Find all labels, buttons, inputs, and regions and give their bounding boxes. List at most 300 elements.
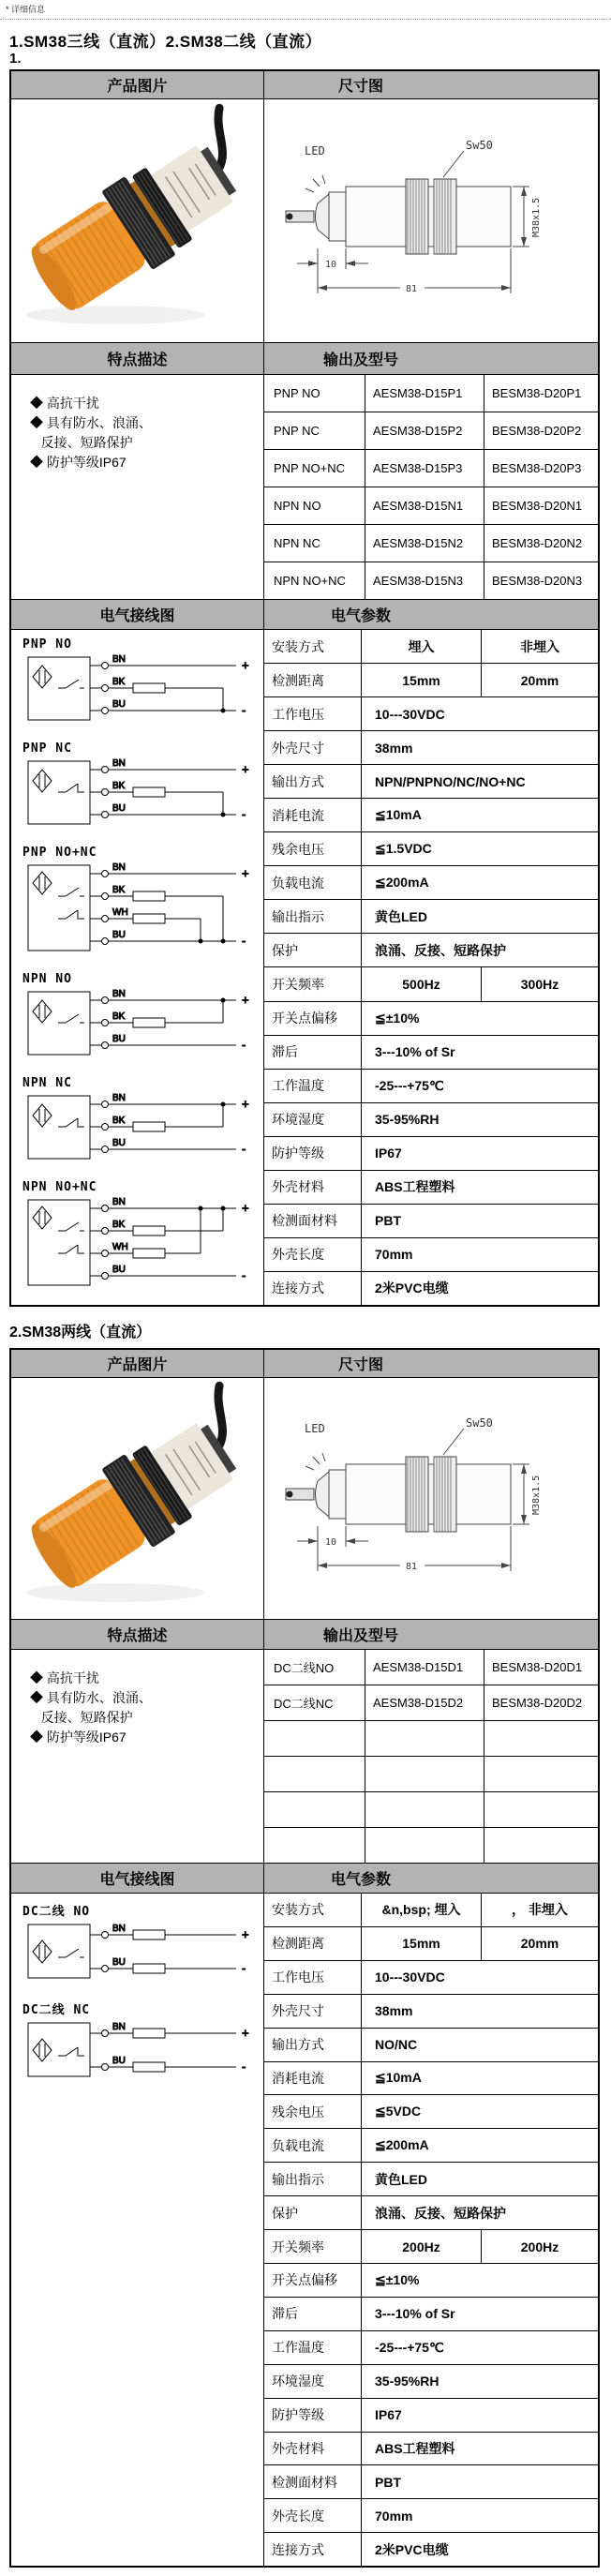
svg-text:BN: BN: [112, 989, 126, 999]
features-output-row: [11, 1650, 598, 1864]
dimension-cell: [264, 99, 598, 342]
param-value-flush: 15mm: [362, 1927, 482, 1960]
model-b-cell: [484, 1792, 598, 1827]
svg-text:BU: BU: [112, 1034, 126, 1044]
output-type-cell: DC二线NC: [264, 1685, 365, 1720]
svg-text:BK: BK: [112, 1220, 126, 1230]
param-row: [264, 731, 598, 765]
model-a-cell: AESM38-D15D2: [365, 1685, 484, 1720]
page-title: 1.SM38三线（直流）2.SM38二线（直流）: [9, 33, 322, 51]
param-value: ≦1.5VDC: [375, 841, 432, 857]
param-value: ≦10mA: [375, 2070, 422, 2086]
param-label: 安装方式: [264, 1894, 362, 1926]
svg-text:+: +: [242, 993, 249, 1007]
svg-text:BN: BN: [112, 654, 126, 665]
output-type-cell: NPN NC: [264, 525, 365, 562]
param-value: ≦10mA: [375, 807, 422, 823]
model-a-cell: AESM38-D15D1: [365, 1650, 484, 1685]
param-row: [264, 664, 598, 697]
param-value: 黄色LED: [375, 908, 427, 924]
svg-text:+: +: [242, 658, 249, 672]
wiring-diagram-title: DC二线 NC: [22, 2003, 91, 2017]
output-type-cell: [264, 1792, 365, 1827]
feature-line: ◆ 具有防水、浪涌、: [30, 1690, 152, 1705]
wiring-diagram-title: NPN NC: [22, 1076, 72, 1090]
svg-text:+: +: [242, 2026, 249, 2040]
list-marker-1: 1.: [9, 51, 22, 67]
svg-text:-: -: [242, 1961, 246, 1975]
model-b-cell: [484, 1721, 598, 1756]
wiring-diagram-title: PNP NO: [22, 637, 72, 651]
feature-line: 反接、短路保护: [30, 1710, 133, 1725]
svg-text:LED: LED: [305, 1421, 325, 1435]
wiring-diagram: [22, 1999, 263, 2090]
model-a-cell: AESM38-D15N2: [365, 525, 484, 562]
param-label: 开关频率: [264, 2230, 362, 2263]
param-label: 输出指示: [264, 900, 362, 933]
table-header-row: [11, 1350, 598, 1378]
param-row: [264, 2331, 598, 2365]
wiring-diagram-drawing: [22, 861, 263, 965]
param-label: 外壳材料: [264, 2433, 362, 2465]
param-value: 浪涌、反接、短路保护: [375, 2205, 506, 2221]
param-label: 开关频率: [264, 967, 362, 1000]
detail-info-note: * 详细信息: [6, 5, 46, 14]
param-row: [264, 765, 598, 799]
model-b-cell: [484, 1828, 598, 1863]
param-row: [264, 1002, 598, 1036]
param-label: 检测距离: [264, 1927, 362, 1960]
output-type-cell: NPN NO: [264, 487, 365, 524]
svg-text:LED: LED: [305, 143, 325, 157]
model-a-cell: [365, 1721, 484, 1756]
dotted-divider: [0, 19, 611, 20]
media-row: [11, 1378, 598, 1620]
param-value: 黄色LED: [375, 2171, 427, 2187]
header-output-models: 输出及型号: [322, 1628, 398, 1644]
feature-line: ◆ 防护等级IP67: [30, 455, 127, 470]
header-features: 特点描述: [11, 1620, 264, 1649]
table-header-row: [11, 1864, 598, 1894]
wiring-diagrams: [11, 630, 264, 1305]
output-type-cell: [264, 1757, 365, 1791]
param-label: 残余电压: [264, 832, 362, 865]
param-value: ABS工程塑料: [375, 2440, 455, 2456]
param-value-nonflush: ， 非埋入: [512, 1902, 568, 1918]
model-b-cell: BESM38-D20P1: [492, 386, 582, 400]
param-label: 环境湿度: [264, 2365, 362, 2398]
param-row: [264, 2230, 598, 2264]
output-type-cell: PNP NO: [264, 375, 365, 412]
wiring-diagram-svg: [22, 1091, 264, 1168]
header-dimension-drawing: 尺寸图: [337, 79, 383, 95]
svg-text:BU: BU: [112, 2056, 126, 2066]
wiring-diagram: [22, 637, 263, 734]
param-row: [264, 2499, 598, 2533]
param-label: 输出方式: [264, 765, 362, 798]
svg-text:BN: BN: [112, 1197, 126, 1207]
product-photo-cell: [11, 99, 264, 342]
model-a-cell: AESM38-D15N1: [365, 487, 484, 524]
param-row: [264, 2163, 598, 2196]
svg-text:BN: BN: [112, 2022, 126, 2032]
param-row: [264, 2264, 598, 2298]
svg-text:BN: BN: [112, 1093, 126, 1103]
table-header-row: [11, 1620, 598, 1650]
model-a-cell: AESM38-D15P3: [365, 450, 484, 487]
feature-line: ◆ 高抗干扰: [30, 396, 99, 411]
param-label: 消耗电流: [264, 799, 362, 831]
param-label: 工作电压: [264, 1961, 362, 1994]
wiring-diagram-title: DC二线 NO: [22, 1905, 91, 1919]
media-row: [11, 99, 598, 343]
param-label: 安装方式: [264, 630, 362, 663]
param-label: 检测距离: [264, 664, 362, 696]
wiring-diagram-svg: [22, 1920, 264, 1987]
param-value: 3---10% of Sr: [375, 1044, 455, 1060]
dimension-drawing: [282, 132, 580, 310]
param-label: 外壳长度: [264, 1238, 362, 1271]
param-row: [264, 832, 598, 866]
svg-text:BN: BN: [112, 758, 126, 769]
svg-text:10: 10: [325, 259, 337, 270]
param-row: [264, 2029, 598, 2062]
param-label: 工作电压: [264, 697, 362, 730]
wiring-diagram-svg: [22, 2018, 264, 2086]
wiring-diagram: [22, 972, 263, 1069]
param-row: [264, 799, 598, 832]
param-value-nonflush: 20mm: [520, 672, 559, 688]
param-value-flush: 埋入: [362, 630, 482, 663]
wiring-diagram-title: PNP NO+NC: [22, 846, 97, 860]
param-label: 连接方式: [264, 2533, 362, 2566]
output-type-cell: PNP NC: [264, 412, 365, 449]
param-row: [264, 2533, 598, 2566]
svg-text:BK: BK: [112, 677, 126, 687]
wiring-diagram-title: NPN NO: [22, 972, 72, 986]
svg-text:M38x1.5: M38x1.5: [531, 197, 542, 237]
param-value: -25---+75℃: [375, 1077, 444, 1093]
feature-line: 反接、短路保护: [30, 435, 133, 450]
electrical-params-table: [264, 1894, 598, 2566]
param-row: [264, 1070, 598, 1103]
header-product-photo: 产品图片: [11, 71, 264, 98]
header-features: 特点描述: [11, 343, 264, 374]
output-row: [264, 412, 598, 450]
param-value-nonflush: 300Hz: [520, 976, 559, 992]
dimension-drawing: [282, 1410, 580, 1588]
output-row: [264, 375, 598, 412]
svg-text:BK: BK: [112, 1116, 126, 1126]
param-value: ≦±10%: [375, 1010, 420, 1026]
svg-text:-: -: [242, 1142, 246, 1156]
output-row: [264, 1685, 598, 1721]
param-label: 环境湿度: [264, 1103, 362, 1136]
output-row: [264, 562, 598, 599]
output-type-cell: PNP NO+NC: [264, 450, 365, 487]
param-value: NPN/PNPNO/NC/NO+NC: [375, 773, 526, 789]
model-b-cell: BESM38-D20P2: [492, 424, 582, 438]
svg-text:BU: BU: [112, 930, 126, 940]
wiring-diagrams: [11, 1894, 264, 2566]
svg-text:BU: BU: [112, 1138, 126, 1148]
svg-text:BU: BU: [112, 1265, 126, 1275]
wiring-diagram-svg: [22, 987, 264, 1064]
param-label: 保护: [264, 2196, 362, 2229]
param-label: 外壳尺寸: [264, 731, 362, 764]
model-b-cell: BESM38-D20D2: [492, 1696, 583, 1710]
wiring-diagram-svg: [22, 861, 264, 960]
output-row: [264, 1650, 598, 1685]
svg-text:+: +: [242, 1927, 249, 1941]
svg-text:BK: BK: [112, 781, 126, 791]
svg-text:-: -: [242, 934, 246, 948]
param-value: 2米PVC电缆: [375, 2541, 449, 2557]
table-header-row: [11, 343, 598, 375]
features-list: [11, 375, 264, 599]
header-wiring-diagram: 电气接线图: [11, 600, 264, 629]
wiring-diagram: [22, 741, 263, 838]
param-value: ≦200mA: [375, 875, 429, 891]
param-label: 输出指示: [264, 2163, 362, 2195]
param-value-flush: &n,bsp; 埋入: [362, 1894, 482, 1926]
param-row: [264, 697, 598, 731]
param-label: 工作温度: [264, 1070, 362, 1102]
param-value: 35-95%RH: [375, 2374, 440, 2389]
model-b-cell: BESM38-D20P3: [492, 461, 582, 475]
param-label: 工作温度: [264, 2331, 362, 2364]
model-a-cell: [365, 1828, 484, 1863]
wiring-diagram-drawing: [22, 1091, 263, 1173]
output-type-cell: [264, 1721, 365, 1756]
param-row: [264, 2062, 598, 2096]
param-row: [264, 1272, 598, 1305]
svg-text:10: 10: [325, 1536, 337, 1548]
param-value: IP67: [375, 1146, 402, 1161]
svg-text:BK: BK: [112, 1011, 126, 1022]
model-b-cell: [484, 1757, 598, 1791]
output-row: [264, 450, 598, 487]
output-row: [264, 1792, 598, 1828]
svg-text:WH: WH: [112, 1242, 128, 1252]
svg-text:BN: BN: [112, 862, 126, 873]
param-value-nonflush: 200Hz: [520, 2239, 559, 2254]
svg-text:-: -: [242, 703, 246, 717]
wiring-diagram-drawing: [22, 1195, 263, 1299]
svg-text:WH: WH: [112, 907, 128, 918]
svg-text:+: +: [242, 762, 249, 776]
product-photo: [12, 101, 263, 341]
param-value: 3---10% of Sr: [375, 2306, 455, 2322]
dimension-cell: [264, 1378, 598, 1619]
param-value: -25---+75℃: [375, 2339, 444, 2355]
param-value: ABS工程塑料: [375, 1179, 455, 1195]
param-value: 38mm: [375, 2003, 413, 2019]
svg-text:+: +: [242, 866, 249, 880]
param-row: [264, 1927, 598, 1961]
svg-text:+: +: [242, 1097, 249, 1111]
param-value-flush: 200Hz: [362, 2230, 482, 2263]
table-header-row: [11, 600, 598, 630]
header-wiring-diagram: 电气接线图: [11, 1864, 264, 1893]
model-a-cell: AESM38-D15P1: [365, 375, 484, 412]
param-label: 连接方式: [264, 1272, 362, 1305]
param-row: [264, 900, 598, 934]
param-label: 防护等级: [264, 2399, 362, 2432]
output-row: [264, 525, 598, 562]
param-label: 输出方式: [264, 2029, 362, 2061]
param-row: [264, 934, 598, 967]
param-value: 70mm: [375, 2508, 413, 2524]
param-row: [264, 1205, 598, 1238]
param-row: [264, 2433, 598, 2466]
svg-text:BU: BU: [112, 803, 126, 814]
svg-text:-: -: [242, 1268, 246, 1282]
wiring-diagram-title: NPN NO+NC: [22, 1180, 97, 1194]
model-b-cell: BESM38-D20N3: [492, 574, 583, 588]
param-value: 35-95%RH: [375, 1112, 440, 1128]
param-row: [264, 1995, 598, 2029]
svg-text:-: -: [242, 2059, 246, 2074]
header-electrical-params: 电气参数: [330, 1872, 391, 1888]
product-photo-cell: [11, 1378, 264, 1619]
model-b-cell: BESM38-D20N2: [492, 536, 583, 550]
param-label: 防护等级: [264, 1137, 362, 1170]
param-value: 10---30VDC: [375, 1969, 445, 1985]
param-row: [264, 866, 598, 900]
feature-line: ◆ 防护等级IP67: [30, 1730, 127, 1745]
param-label: 残余电压: [264, 2095, 362, 2128]
svg-text:-: -: [242, 807, 246, 821]
output-row: [264, 1721, 598, 1757]
param-row: [264, 1137, 598, 1171]
wiring-params-row: [11, 1894, 598, 2566]
param-label: 负载电流: [264, 2129, 362, 2162]
param-row: [264, 2129, 598, 2163]
product-photo: [12, 1379, 263, 1619]
param-row: [264, 2095, 598, 2129]
param-label: 保护: [264, 934, 362, 966]
header-product-photo: 产品图片: [11, 1350, 264, 1377]
svg-text:Sw50: Sw50: [466, 138, 493, 152]
model-b-cell: BESM38-D20N1: [492, 499, 583, 513]
model-a-cell: [365, 1757, 484, 1791]
param-row: [264, 1238, 598, 1272]
param-value: ≦±10%: [375, 2271, 420, 2287]
param-row: [264, 967, 598, 1001]
features-output-row: [11, 375, 598, 600]
output-row: [264, 487, 598, 525]
svg-text:Sw50: Sw50: [466, 1415, 493, 1430]
features-list: [11, 1650, 264, 1863]
feature-line: ◆ 高抗干扰: [30, 1670, 99, 1685]
output-model-table: [264, 1650, 598, 1863]
wiring-diagram-svg: [22, 756, 264, 833]
model-a-cell: AESM38-D15N3: [365, 562, 484, 599]
wiring-diagram: [22, 1901, 263, 1992]
section-sm38-3wire: [9, 69, 600, 1307]
param-row: [264, 2196, 598, 2230]
svg-text:-: -: [242, 1038, 246, 1052]
svg-text:81: 81: [406, 1561, 418, 1572]
wiring-diagram: [22, 1076, 263, 1173]
svg-text:M38x1.5: M38x1.5: [531, 1475, 542, 1515]
section-sm38-2wire: [9, 1348, 600, 2568]
header-dimension-drawing: 尺寸图: [337, 1357, 383, 1373]
param-row: [264, 630, 598, 664]
output-model-table: [264, 375, 598, 599]
param-row: [264, 1171, 598, 1205]
param-row: [264, 2365, 598, 2399]
param-value: 浪涌、反接、短路保护: [375, 942, 506, 958]
param-label: 检测面材料: [264, 1205, 362, 1237]
wiring-diagram-drawing: [22, 756, 263, 838]
param-value: 38mm: [375, 740, 413, 756]
header-output-models: 输出及型号: [322, 352, 398, 368]
param-value: 70mm: [375, 1247, 413, 1263]
wiring-diagram-svg: [22, 652, 264, 729]
output-type-cell: NPN NO+NC: [264, 562, 365, 599]
section2-title: 2.SM38两线（直流）: [9, 1325, 152, 1340]
param-row: [264, 1894, 598, 1927]
param-value-flush: 500Hz: [362, 967, 482, 1000]
param-label: 滞后: [264, 1036, 362, 1069]
param-value-flush: 15mm: [362, 664, 482, 696]
param-value: ≦200mA: [375, 2137, 429, 2153]
svg-text:BK: BK: [112, 885, 126, 895]
param-label: 负载电流: [264, 866, 362, 899]
param-value: IP67: [375, 2407, 402, 2423]
wiring-diagram-drawing: [22, 1920, 263, 1992]
param-label: 外壳长度: [264, 2499, 362, 2532]
param-label: 消耗电流: [264, 2062, 362, 2095]
wiring-diagram-drawing: [22, 987, 263, 1069]
param-row: [264, 1961, 598, 1995]
output-type-cell: DC二线NO: [264, 1650, 365, 1685]
param-label: 外壳尺寸: [264, 1995, 362, 2028]
model-a-cell: [365, 1792, 484, 1827]
param-value: PBT: [375, 2474, 401, 2490]
param-row: [264, 1103, 598, 1137]
param-value: PBT: [375, 1213, 401, 1229]
param-row: [264, 2399, 598, 2433]
output-row: [264, 1828, 598, 1863]
param-row: [264, 2298, 598, 2331]
wiring-diagram-drawing: [22, 2018, 263, 2090]
wiring-diagram: [22, 1180, 263, 1299]
param-row: [264, 1036, 598, 1070]
feature-line: ◆ 具有防水、浪涌、: [30, 415, 152, 430]
electrical-params-table: [264, 630, 598, 1305]
param-value: 2米PVC电缆: [375, 1281, 449, 1296]
param-value: 10---30VDC: [375, 706, 445, 722]
param-label: 检测面材料: [264, 2465, 362, 2498]
output-type-cell: [264, 1828, 365, 1863]
param-value-nonflush: 20mm: [520, 1936, 559, 1952]
wiring-params-row: [11, 630, 598, 1305]
param-value-nonflush: 非埋入: [520, 638, 559, 654]
svg-text:81: 81: [406, 283, 418, 294]
output-row: [264, 1757, 598, 1792]
svg-text:BU: BU: [112, 1957, 126, 1968]
wiring-diagram-drawing: [22, 652, 263, 734]
wiring-diagram-svg: [22, 1195, 264, 1295]
model-a-cell: AESM38-D15P2: [365, 412, 484, 449]
wiring-diagram-title: PNP NC: [22, 741, 72, 756]
svg-text:+: +: [242, 1201, 249, 1215]
header-electrical-params: 电气参数: [330, 608, 391, 624]
param-label: 开关点偏移: [264, 1002, 362, 1035]
